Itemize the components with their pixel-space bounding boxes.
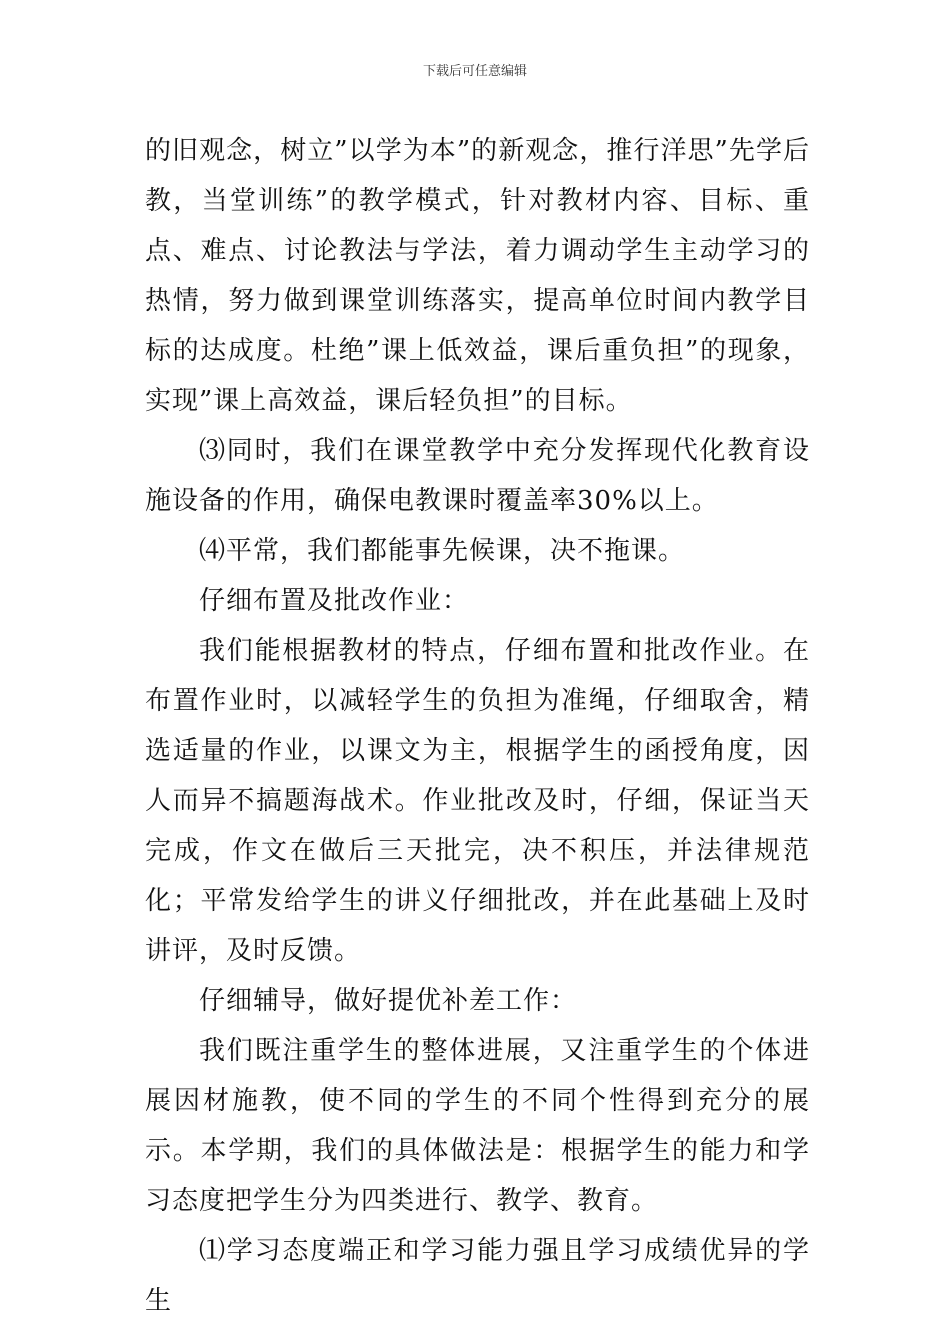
page-header: 下载后可任意编辑 [422,64,527,79]
paragraph-8: ⑴学习态度端正和学习能力强且学习成绩优异的学生 [145,1236,810,1316]
section-heading-homework: 仔细布置及批改作业： [199,586,470,616]
paragraph-5: 我们能根据教材的特点，仔细布置和批改作业。在布置作业时，以减轻学生的负担为准绳，仔细取舍，精选适量的作业，以课文为主，根据学生的函授角度，因人而异不搞题海战术。作业批改及时，仔细，保证当天完成，作文在做后三天批完，决不积压，并法律规范化；平常发给学生的讲义仔细批改，并在此基础上及时讲评，及时反馈。 [145,636,810,966]
paragraph-1: 的旧观念，树立”以学为本”的新观念，推行洋思”先学后教，当堂训练”的教学模式，针对教材内容、目标、重点、难点、讨论教法与学法，着力调动学生主动学习的热情，努力做到课堂训练落实，提高单位时间内教学目标的达成度。杜绝”课上低效益，课后重负担”的现象，实现”课上高效益，课后轻负担”的目标。 [145,136,810,416]
paragraph-3: ⑷平常，我们都能事先候课，决不拖课。 [199,536,686,566]
paragraph-2: ⑶同时，我们在课堂教学中充分发挥现代化教育设施设备的作用，确保电教课时覆盖率30%以上。 [145,436,810,516]
document-body [145,126,810,1326]
section-heading-tutoring: 仔细辅导，做好提优补差工作： [199,986,578,1016]
paragraph-7: 我们既注重学生的整体进展，又注重学生的个体进展因材施教，使不同的学生的不同个性得到充分的展示。本学期，我们的具体做法是：根据学生的能力和学习态度把学生分为四类进行、教学、教育。 [145,1036,810,1216]
